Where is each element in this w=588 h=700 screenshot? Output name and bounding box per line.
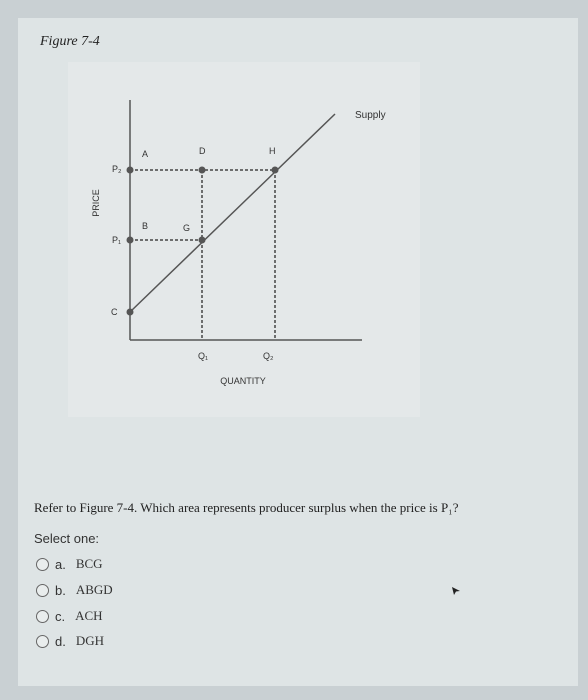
point-label-h: H <box>269 146 276 156</box>
tick-label-p2: P₂ <box>112 164 122 174</box>
point-label-g: G <box>183 223 191 233</box>
point-label-a: A <box>142 149 149 159</box>
point-label-b: B <box>142 221 149 231</box>
g-dot <box>199 237 206 244</box>
option-text: DGH <box>75 633 105 648</box>
radio-icon[interactable] <box>36 610 49 623</box>
p1-dot <box>127 237 134 244</box>
radio-icon[interactable] <box>36 584 49 597</box>
option-letter: d. <box>55 633 66 649</box>
question-text: Refer to Figure 7-4. Which area represents producer surplus when the price is P₁? <box>34 500 459 515</box>
tick-label-p1: P₁ <box>112 235 122 245</box>
option-text: BCG <box>75 556 103 571</box>
option-b[interactable] <box>36 581 113 599</box>
tick-label-q1: Q₁ <box>198 351 209 361</box>
tick-label-c: C <box>111 307 118 317</box>
y-axis-label: PRICE <box>91 189 101 217</box>
p2-dot <box>127 167 134 174</box>
figure-title: Figure 7-4 <box>40 34 100 49</box>
point-label-d: D <box>199 146 206 156</box>
option-a[interactable] <box>36 555 103 573</box>
option-d[interactable] <box>36 632 104 650</box>
option-letter: a. <box>55 556 66 572</box>
radio-icon[interactable] <box>36 635 49 648</box>
option-text: ACH <box>75 608 103 623</box>
option-c[interactable] <box>36 607 103 625</box>
supply-curve <box>130 114 335 312</box>
option-text: ABGD <box>75 582 113 597</box>
option-letter: b. <box>55 582 66 598</box>
tick-label-q2: Q₂ <box>263 351 274 361</box>
cursor-icon <box>451 586 461 596</box>
option-letter: c. <box>55 608 66 624</box>
c-dot <box>127 309 134 316</box>
supply-label: Supply <box>355 110 386 121</box>
radio-icon[interactable] <box>36 558 49 571</box>
select-one-label: Select one: <box>34 531 100 546</box>
x-axis-label: QUANTITY <box>220 376 266 386</box>
d-dot <box>199 167 206 174</box>
h-dot <box>272 167 279 174</box>
